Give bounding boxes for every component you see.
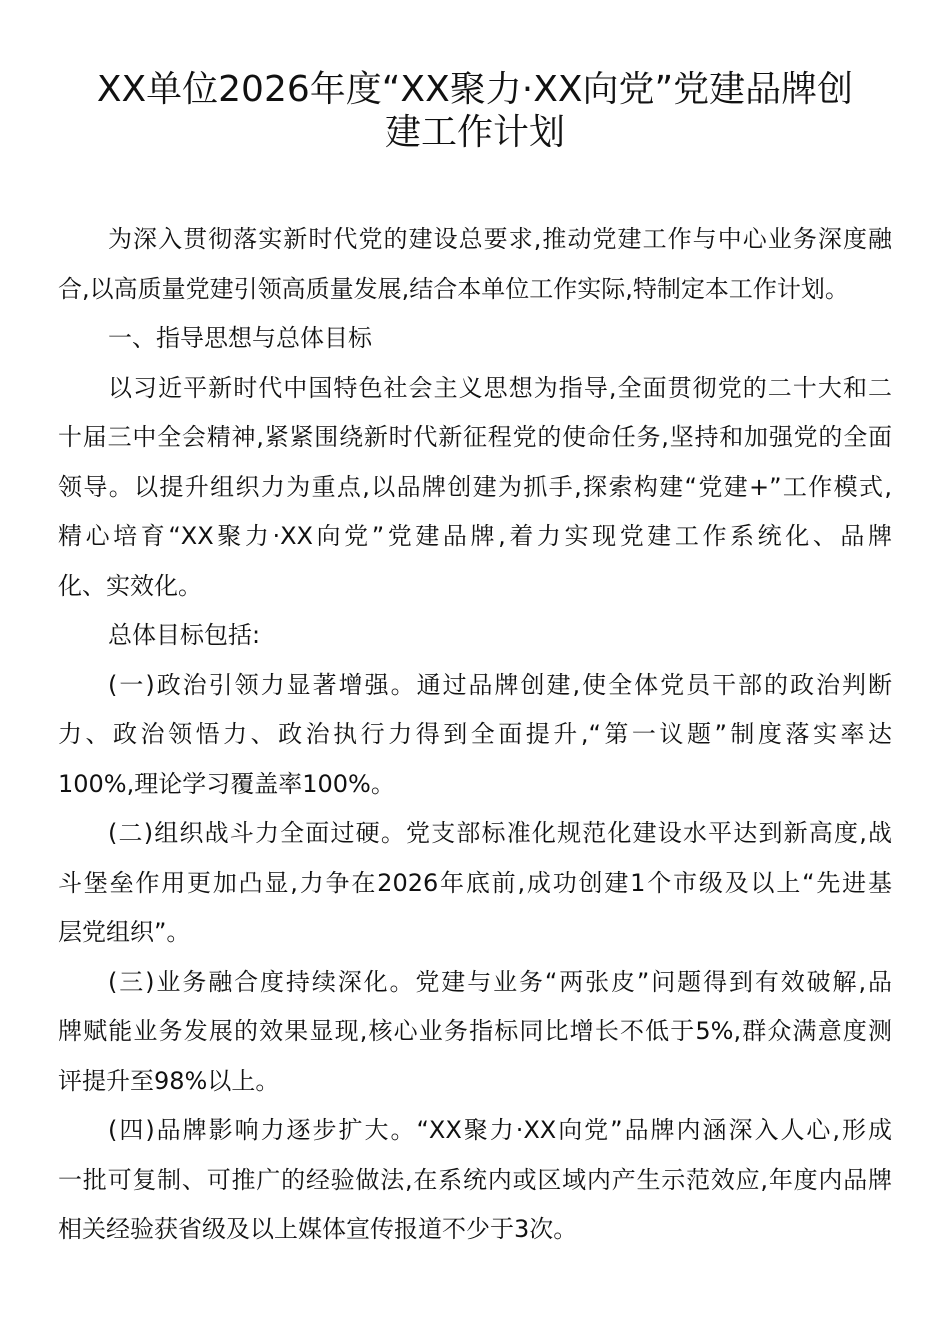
paragraph-line: 一批可复制、可推广的经验做法,在系统内或区域内产生示范效应,年度内品牌 [58,1165,892,1194]
paragraph-line: 100%,理论学习覆盖率100%。 [58,769,395,798]
paragraph [58,1106,892,1255]
paragraph [58,314,892,364]
title-line: XX单位2026年度“XX聚力·XX向党”党建品牌创 [96,69,854,110]
document-title [40,68,910,154]
paragraph [58,364,892,612]
paragraph-line: 力、政治领悟力、政治执行力得到全面提升,“第一议题”制度落实率达 [58,720,892,748]
paragraph-line: 斗堡垒作用更加凸显,力争在2026年底前,成功创建1个市级及以上“先进基 [58,868,892,897]
paragraph-line: 总体目标包括: [108,621,261,649]
paragraph-line: 合,以高质量党建引领高质量发展,结合本单位工作实际,特制定本工作计划。 [58,274,849,303]
paragraph-line: 十届三中全会精神,紧紧围绕新时代新征程党的使命任务,坚持和加强党的全面 [58,423,892,451]
paragraph [58,215,892,314]
document-body [58,215,892,1255]
paragraph-line: 层党组织”。 [58,918,191,946]
paragraph-line: 评提升至98%以上。 [58,1066,280,1095]
paragraph-line: 相关经验获省级及以上媒体宣传报道不少于3次。 [58,1215,578,1243]
paragraph-line: 以习近平新时代中国特色社会主义思想为指导,全面贯彻党的二十大和二 [108,373,892,402]
title-line: 建工作计划 [384,112,565,153]
paragraph-line: 一、指导思想与总体目标 [108,324,372,352]
paragraph [58,809,892,958]
paragraph-line: (一)政治引领力显著增强。通过品牌创建,使全体党员干部的政治判断 [108,670,892,699]
paragraph [58,661,892,810]
paragraph-line: (二)组织战斗力全面过硬。党支部标准化规范化建设水平达到新高度,战 [108,819,892,847]
paragraph-line: 领导。以提升组织力为重点,以品牌创建为抓手,探索构建“党建+”工作模式, [58,472,892,501]
paragraph-line: 为深入贯彻落实新时代党的建设总要求,推动党建工作与中心业务深度融 [108,225,892,253]
paragraph-line: 精心培育“XX聚力·XX向党”党建品牌,着力实现党建工作系统化、品牌 [58,522,892,550]
paragraph-line: 化、实效化。 [58,571,202,600]
paragraph [58,958,892,1107]
paragraph-line: 牌赋能业务发展的效果显现,核心业务指标同比增长不低于5%,群众满意度测 [58,1017,892,1045]
paragraph [58,611,892,661]
paragraph-line: (三)业务融合度持续深化。党建与业务“两张皮”问题得到有效破解,品 [108,967,892,996]
paragraph-line: (四)品牌影响力逐步扩大。“XX聚力·XX向党”品牌内涵深入人心,形成 [108,1116,892,1144]
